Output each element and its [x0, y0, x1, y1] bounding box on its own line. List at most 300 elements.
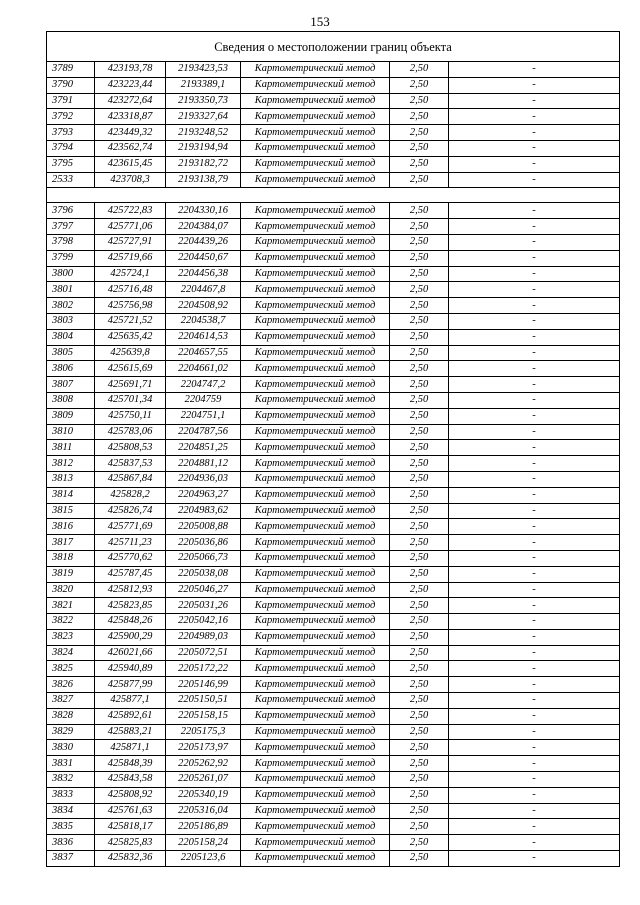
- x-coordinate-cell: 425812,93: [95, 582, 166, 598]
- x-coordinate-cell: 425615,69: [95, 361, 166, 377]
- description-cell: -: [449, 772, 620, 788]
- y-coordinate-cell: 2205038,08: [166, 566, 241, 582]
- point-number-cell: 3815: [47, 503, 95, 519]
- y-coordinate-cell: 2205072,51: [166, 645, 241, 661]
- accuracy-cell: 2,50: [390, 440, 449, 456]
- x-coordinate-cell: 425848,26: [95, 614, 166, 630]
- point-number-cell: 3799: [47, 250, 95, 266]
- x-coordinate-cell: 425770,62: [95, 550, 166, 566]
- table-row: [47, 361, 620, 377]
- method-cell: Картометрический метод: [241, 629, 390, 645]
- point-number-cell: 3797: [47, 219, 95, 235]
- table-row: [47, 851, 620, 867]
- point-number-cell: 3823: [47, 629, 95, 645]
- point-number-cell: 3820: [47, 582, 95, 598]
- method-cell: Картометрический метод: [241, 250, 390, 266]
- accuracy-cell: 2,50: [390, 598, 449, 614]
- point-number-cell: 3803: [47, 313, 95, 329]
- description-cell: -: [449, 250, 620, 266]
- method-cell: Картометрический метод: [241, 266, 390, 282]
- method-cell: Картометрический метод: [241, 503, 390, 519]
- point-number-cell: 2533: [47, 172, 95, 188]
- point-number-cell: 3828: [47, 708, 95, 724]
- y-coordinate-cell: 2205172,22: [166, 661, 241, 677]
- y-coordinate-cell: 2205173,97: [166, 740, 241, 756]
- point-number-cell: 3817: [47, 535, 95, 551]
- method-cell: Картометрический метод: [241, 219, 390, 235]
- accuracy-cell: 2,50: [390, 819, 449, 835]
- description-cell: -: [449, 708, 620, 724]
- table-row: [47, 172, 620, 188]
- method-cell: Картометрический метод: [241, 456, 390, 472]
- method-cell: Картометрический метод: [241, 645, 390, 661]
- point-number-cell: 3807: [47, 377, 95, 393]
- table-row: [47, 456, 620, 472]
- method-cell: Картометрический метод: [241, 582, 390, 598]
- description-cell: -: [449, 219, 620, 235]
- x-coordinate-cell: 425716,48: [95, 282, 166, 298]
- accuracy-cell: 2,50: [390, 503, 449, 519]
- description-cell: -: [449, 282, 620, 298]
- description-cell: -: [449, 519, 620, 535]
- y-coordinate-cell: 2204508,92: [166, 298, 241, 314]
- table-row: [47, 203, 620, 219]
- point-number-cell: 3836: [47, 835, 95, 851]
- method-cell: Картометрический метод: [241, 125, 390, 141]
- table-row: [47, 535, 620, 551]
- description-cell: -: [449, 408, 620, 424]
- method-cell: Картометрический метод: [241, 661, 390, 677]
- x-coordinate-cell: 425877,1: [95, 693, 166, 709]
- accuracy-cell: 2,50: [390, 377, 449, 393]
- table-row: [47, 598, 620, 614]
- accuracy-cell: 2,50: [390, 156, 449, 172]
- table-row: [47, 440, 620, 456]
- table-row: [47, 424, 620, 440]
- x-coordinate-cell: 423193,78: [95, 62, 166, 78]
- point-number-cell: 3814: [47, 487, 95, 503]
- y-coordinate-cell: 2204456,38: [166, 266, 241, 282]
- point-number-cell: 3833: [47, 787, 95, 803]
- point-number-cell: 3826: [47, 677, 95, 693]
- x-coordinate-cell: 425724,1: [95, 266, 166, 282]
- table-row: [47, 693, 620, 709]
- method-cell: Картометрический метод: [241, 614, 390, 630]
- table-row: [47, 282, 620, 298]
- method-cell: Картометрический метод: [241, 693, 390, 709]
- x-coordinate-cell: 423272,64: [95, 93, 166, 109]
- y-coordinate-cell: 2205316,04: [166, 803, 241, 819]
- accuracy-cell: 2,50: [390, 282, 449, 298]
- description-cell: -: [449, 329, 620, 345]
- method-cell: Картометрический метод: [241, 298, 390, 314]
- y-coordinate-cell: 2205031,26: [166, 598, 241, 614]
- method-cell: Картометрический метод: [241, 109, 390, 125]
- point-number-cell: 3793: [47, 125, 95, 141]
- table-row: [47, 519, 620, 535]
- accuracy-cell: 2,50: [390, 219, 449, 235]
- x-coordinate-cell: 425761,63: [95, 803, 166, 819]
- description-cell: -: [449, 471, 620, 487]
- description-cell: -: [449, 109, 620, 125]
- point-number-cell: 3837: [47, 851, 95, 867]
- table-row: [47, 250, 620, 266]
- accuracy-cell: 2,50: [390, 645, 449, 661]
- boundary-table: [46, 31, 620, 867]
- description-cell: -: [449, 266, 620, 282]
- table-row: [47, 724, 620, 740]
- accuracy-cell: 2,50: [390, 693, 449, 709]
- method-cell: Картометрический метод: [241, 598, 390, 614]
- y-coordinate-cell: 2193182,72: [166, 156, 241, 172]
- accuracy-cell: 2,50: [390, 835, 449, 851]
- accuracy-cell: 2,50: [390, 724, 449, 740]
- table-row: [47, 550, 620, 566]
- description-cell: -: [449, 77, 620, 93]
- accuracy-cell: 2,50: [390, 408, 449, 424]
- x-coordinate-cell: 426021,66: [95, 645, 166, 661]
- y-coordinate-cell: 2204467,8: [166, 282, 241, 298]
- point-number-cell: 3822: [47, 614, 95, 630]
- description-cell: -: [449, 661, 620, 677]
- table-row: [47, 645, 620, 661]
- description-cell: -: [449, 693, 620, 709]
- description-cell: -: [449, 566, 620, 582]
- table-row: [47, 803, 620, 819]
- x-coordinate-cell: 425883,21: [95, 724, 166, 740]
- y-coordinate-cell: 2205262,92: [166, 756, 241, 772]
- accuracy-cell: 2,50: [390, 535, 449, 551]
- description-cell: -: [449, 819, 620, 835]
- y-coordinate-cell: 2205261,07: [166, 772, 241, 788]
- y-coordinate-cell: 2205066,73: [166, 550, 241, 566]
- y-coordinate-cell: 2204330,16: [166, 203, 241, 219]
- point-number-cell: 3827: [47, 693, 95, 709]
- x-coordinate-cell: 425823,85: [95, 598, 166, 614]
- point-number-cell: 3798: [47, 234, 95, 250]
- x-coordinate-cell: 425771,69: [95, 519, 166, 535]
- description-cell: -: [449, 203, 620, 219]
- y-coordinate-cell: 2205008,88: [166, 519, 241, 535]
- accuracy-cell: 2,50: [390, 203, 449, 219]
- accuracy-cell: 2,50: [390, 614, 449, 630]
- description-cell: -: [449, 629, 620, 645]
- accuracy-cell: 2,50: [390, 345, 449, 361]
- y-coordinate-cell: 2205158,15: [166, 708, 241, 724]
- table-row: [47, 219, 620, 235]
- y-coordinate-cell: 2204384,07: [166, 219, 241, 235]
- y-coordinate-cell: 2204963,27: [166, 487, 241, 503]
- y-coordinate-cell: 2205150,51: [166, 693, 241, 709]
- table-row: [47, 345, 620, 361]
- y-coordinate-cell: 2193194,94: [166, 140, 241, 156]
- description-cell: -: [449, 740, 620, 756]
- table-row: [47, 125, 620, 141]
- x-coordinate-cell: 425877,99: [95, 677, 166, 693]
- accuracy-cell: 2,50: [390, 266, 449, 282]
- method-cell: Картометрический метод: [241, 408, 390, 424]
- table-row: [47, 835, 620, 851]
- method-cell: Картометрический метод: [241, 724, 390, 740]
- x-coordinate-cell: 423449,32: [95, 125, 166, 141]
- description-cell: -: [449, 582, 620, 598]
- y-coordinate-cell: 2193350,73: [166, 93, 241, 109]
- description-cell: -: [449, 614, 620, 630]
- x-coordinate-cell: 425639,8: [95, 345, 166, 361]
- description-cell: -: [449, 851, 620, 867]
- group-separator-row: [47, 188, 620, 203]
- point-number-cell: 3830: [47, 740, 95, 756]
- table-row: [47, 392, 620, 408]
- description-cell: -: [449, 313, 620, 329]
- x-coordinate-cell: 425900,29: [95, 629, 166, 645]
- table-row: [47, 313, 620, 329]
- point-number-cell: 3800: [47, 266, 95, 282]
- accuracy-cell: 2,50: [390, 313, 449, 329]
- x-coordinate-cell: 423318,87: [95, 109, 166, 125]
- y-coordinate-cell: 2204989,03: [166, 629, 241, 645]
- method-cell: Картометрический метод: [241, 361, 390, 377]
- x-coordinate-cell: 425701,34: [95, 392, 166, 408]
- table-row: [47, 740, 620, 756]
- accuracy-cell: 2,50: [390, 298, 449, 314]
- point-number-cell: 3825: [47, 661, 95, 677]
- description-cell: -: [449, 377, 620, 393]
- description-cell: -: [449, 93, 620, 109]
- y-coordinate-cell: 2193327,64: [166, 109, 241, 125]
- description-cell: -: [449, 598, 620, 614]
- x-coordinate-cell: 425721,52: [95, 313, 166, 329]
- accuracy-cell: 2,50: [390, 250, 449, 266]
- table-row: [47, 566, 620, 582]
- method-cell: Картометрический метод: [241, 677, 390, 693]
- x-coordinate-cell: 425691,71: [95, 377, 166, 393]
- y-coordinate-cell: 2205340,19: [166, 787, 241, 803]
- point-number-cell: 3816: [47, 519, 95, 535]
- accuracy-cell: 2,50: [390, 803, 449, 819]
- method-cell: Картометрический метод: [241, 851, 390, 867]
- table-row: [47, 77, 620, 93]
- point-number-cell: 3791: [47, 93, 95, 109]
- description-cell: -: [449, 440, 620, 456]
- table-row: [47, 234, 620, 250]
- point-number-cell: 3792: [47, 109, 95, 125]
- description-cell: -: [449, 125, 620, 141]
- x-coordinate-cell: 423708,3: [95, 172, 166, 188]
- table-title-row: [47, 32, 620, 62]
- method-cell: Картометрический метод: [241, 772, 390, 788]
- description-cell: -: [449, 835, 620, 851]
- description-cell: -: [449, 503, 620, 519]
- table-row: [47, 756, 620, 772]
- accuracy-cell: 2,50: [390, 471, 449, 487]
- method-cell: Картометрический метод: [241, 93, 390, 109]
- y-coordinate-cell: 2205146,99: [166, 677, 241, 693]
- method-cell: Картометрический метод: [241, 392, 390, 408]
- method-cell: Картометрический метод: [241, 62, 390, 78]
- description-cell: -: [449, 550, 620, 566]
- point-number-cell: 3804: [47, 329, 95, 345]
- accuracy-cell: 2,50: [390, 756, 449, 772]
- method-cell: Картометрический метод: [241, 566, 390, 582]
- point-number-cell: 3813: [47, 471, 95, 487]
- y-coordinate-cell: 2204881,12: [166, 456, 241, 472]
- group-separator: [47, 188, 620, 203]
- table-row: [47, 503, 620, 519]
- x-coordinate-cell: 425719,66: [95, 250, 166, 266]
- accuracy-cell: 2,50: [390, 740, 449, 756]
- point-number-cell: 3794: [47, 140, 95, 156]
- accuracy-cell: 2,50: [390, 77, 449, 93]
- y-coordinate-cell: 2193138,79: [166, 172, 241, 188]
- table-row: [47, 156, 620, 172]
- x-coordinate-cell: 423562,74: [95, 140, 166, 156]
- table-row: [47, 677, 620, 693]
- method-cell: Картометрический метод: [241, 787, 390, 803]
- method-cell: Картометрический метод: [241, 708, 390, 724]
- point-number-cell: 3834: [47, 803, 95, 819]
- y-coordinate-cell: 2193248,52: [166, 125, 241, 141]
- table-row: [47, 708, 620, 724]
- accuracy-cell: 2,50: [390, 125, 449, 141]
- point-number-cell: 3806: [47, 361, 95, 377]
- table-row: [47, 140, 620, 156]
- table-row: [47, 582, 620, 598]
- description-cell: -: [449, 234, 620, 250]
- accuracy-cell: 2,50: [390, 172, 449, 188]
- x-coordinate-cell: 425848,39: [95, 756, 166, 772]
- method-cell: Картометрический метод: [241, 803, 390, 819]
- y-coordinate-cell: 2193389,1: [166, 77, 241, 93]
- accuracy-cell: 2,50: [390, 93, 449, 109]
- accuracy-cell: 2,50: [390, 519, 449, 535]
- accuracy-cell: 2,50: [390, 234, 449, 250]
- table-row: [47, 298, 620, 314]
- table-row: [47, 614, 620, 630]
- x-coordinate-cell: 423223,44: [95, 77, 166, 93]
- y-coordinate-cell: 2205042,16: [166, 614, 241, 630]
- method-cell: Картометрический метод: [241, 424, 390, 440]
- accuracy-cell: 2,50: [390, 329, 449, 345]
- point-number-cell: 3818: [47, 550, 95, 566]
- x-coordinate-cell: 425871,1: [95, 740, 166, 756]
- method-cell: Картометрический метод: [241, 756, 390, 772]
- description-cell: -: [449, 787, 620, 803]
- description-cell: -: [449, 361, 620, 377]
- accuracy-cell: 2,50: [390, 487, 449, 503]
- accuracy-cell: 2,50: [390, 787, 449, 803]
- method-cell: Картометрический метод: [241, 172, 390, 188]
- x-coordinate-cell: 425808,53: [95, 440, 166, 456]
- accuracy-cell: 2,50: [390, 550, 449, 566]
- x-coordinate-cell: 425783,06: [95, 424, 166, 440]
- x-coordinate-cell: 425818,17: [95, 819, 166, 835]
- accuracy-cell: 2,50: [390, 772, 449, 788]
- method-cell: Картометрический метод: [241, 535, 390, 551]
- table-row: [47, 377, 620, 393]
- method-cell: Картометрический метод: [241, 487, 390, 503]
- method-cell: Картометрический метод: [241, 377, 390, 393]
- y-coordinate-cell: 2193423,53: [166, 62, 241, 78]
- x-coordinate-cell: 425825,83: [95, 835, 166, 851]
- point-number-cell: 3795: [47, 156, 95, 172]
- method-cell: Картометрический метод: [241, 234, 390, 250]
- point-number-cell: 3790: [47, 77, 95, 93]
- table-row: [47, 819, 620, 835]
- point-number-cell: 3811: [47, 440, 95, 456]
- x-coordinate-cell: 425722,83: [95, 203, 166, 219]
- description-cell: -: [449, 803, 620, 819]
- x-coordinate-cell: 425828,2: [95, 487, 166, 503]
- table-row: [47, 772, 620, 788]
- table-row: [47, 266, 620, 282]
- point-number-cell: 3789: [47, 62, 95, 78]
- point-number-cell: 3819: [47, 566, 95, 582]
- accuracy-cell: 2,50: [390, 851, 449, 867]
- table-row: [47, 471, 620, 487]
- method-cell: Картометрический метод: [241, 156, 390, 172]
- x-coordinate-cell: 425635,42: [95, 329, 166, 345]
- method-cell: Картометрический метод: [241, 203, 390, 219]
- point-number-cell: 3832: [47, 772, 95, 788]
- y-coordinate-cell: 2205046,27: [166, 582, 241, 598]
- x-coordinate-cell: 425940,89: [95, 661, 166, 677]
- y-coordinate-cell: 2204751,1: [166, 408, 241, 424]
- accuracy-cell: 2,50: [390, 392, 449, 408]
- point-number-cell: 3796: [47, 203, 95, 219]
- table-row: [47, 661, 620, 677]
- x-coordinate-cell: 425750,11: [95, 408, 166, 424]
- point-number-cell: 3821: [47, 598, 95, 614]
- description-cell: -: [449, 424, 620, 440]
- x-coordinate-cell: 423615,45: [95, 156, 166, 172]
- x-coordinate-cell: 425837,53: [95, 456, 166, 472]
- y-coordinate-cell: 2204657,55: [166, 345, 241, 361]
- x-coordinate-cell: 425843,58: [95, 772, 166, 788]
- accuracy-cell: 2,50: [390, 456, 449, 472]
- y-coordinate-cell: 2205175,3: [166, 724, 241, 740]
- description-cell: -: [449, 535, 620, 551]
- accuracy-cell: 2,50: [390, 424, 449, 440]
- description-cell: -: [449, 298, 620, 314]
- description-cell: -: [449, 140, 620, 156]
- point-number-cell: 3831: [47, 756, 95, 772]
- description-cell: -: [449, 345, 620, 361]
- method-cell: Картометрический метод: [241, 550, 390, 566]
- x-coordinate-cell: 425892,61: [95, 708, 166, 724]
- x-coordinate-cell: 425727,91: [95, 234, 166, 250]
- table-row: [47, 329, 620, 345]
- method-cell: Картометрический метод: [241, 440, 390, 456]
- description-cell: -: [449, 62, 620, 78]
- table-row: [47, 109, 620, 125]
- x-coordinate-cell: 425771,06: [95, 219, 166, 235]
- y-coordinate-cell: 2204747,2: [166, 377, 241, 393]
- point-number-cell: 3801: [47, 282, 95, 298]
- y-coordinate-cell: 2205036,86: [166, 535, 241, 551]
- accuracy-cell: 2,50: [390, 677, 449, 693]
- accuracy-cell: 2,50: [390, 109, 449, 125]
- table-row: [47, 62, 620, 78]
- method-cell: Картометрический метод: [241, 77, 390, 93]
- method-cell: Картометрический метод: [241, 282, 390, 298]
- y-coordinate-cell: 2204851,25: [166, 440, 241, 456]
- description-cell: -: [449, 724, 620, 740]
- accuracy-cell: 2,50: [390, 62, 449, 78]
- x-coordinate-cell: 425867,84: [95, 471, 166, 487]
- x-coordinate-cell: 425711,23: [95, 535, 166, 551]
- description-cell: -: [449, 172, 620, 188]
